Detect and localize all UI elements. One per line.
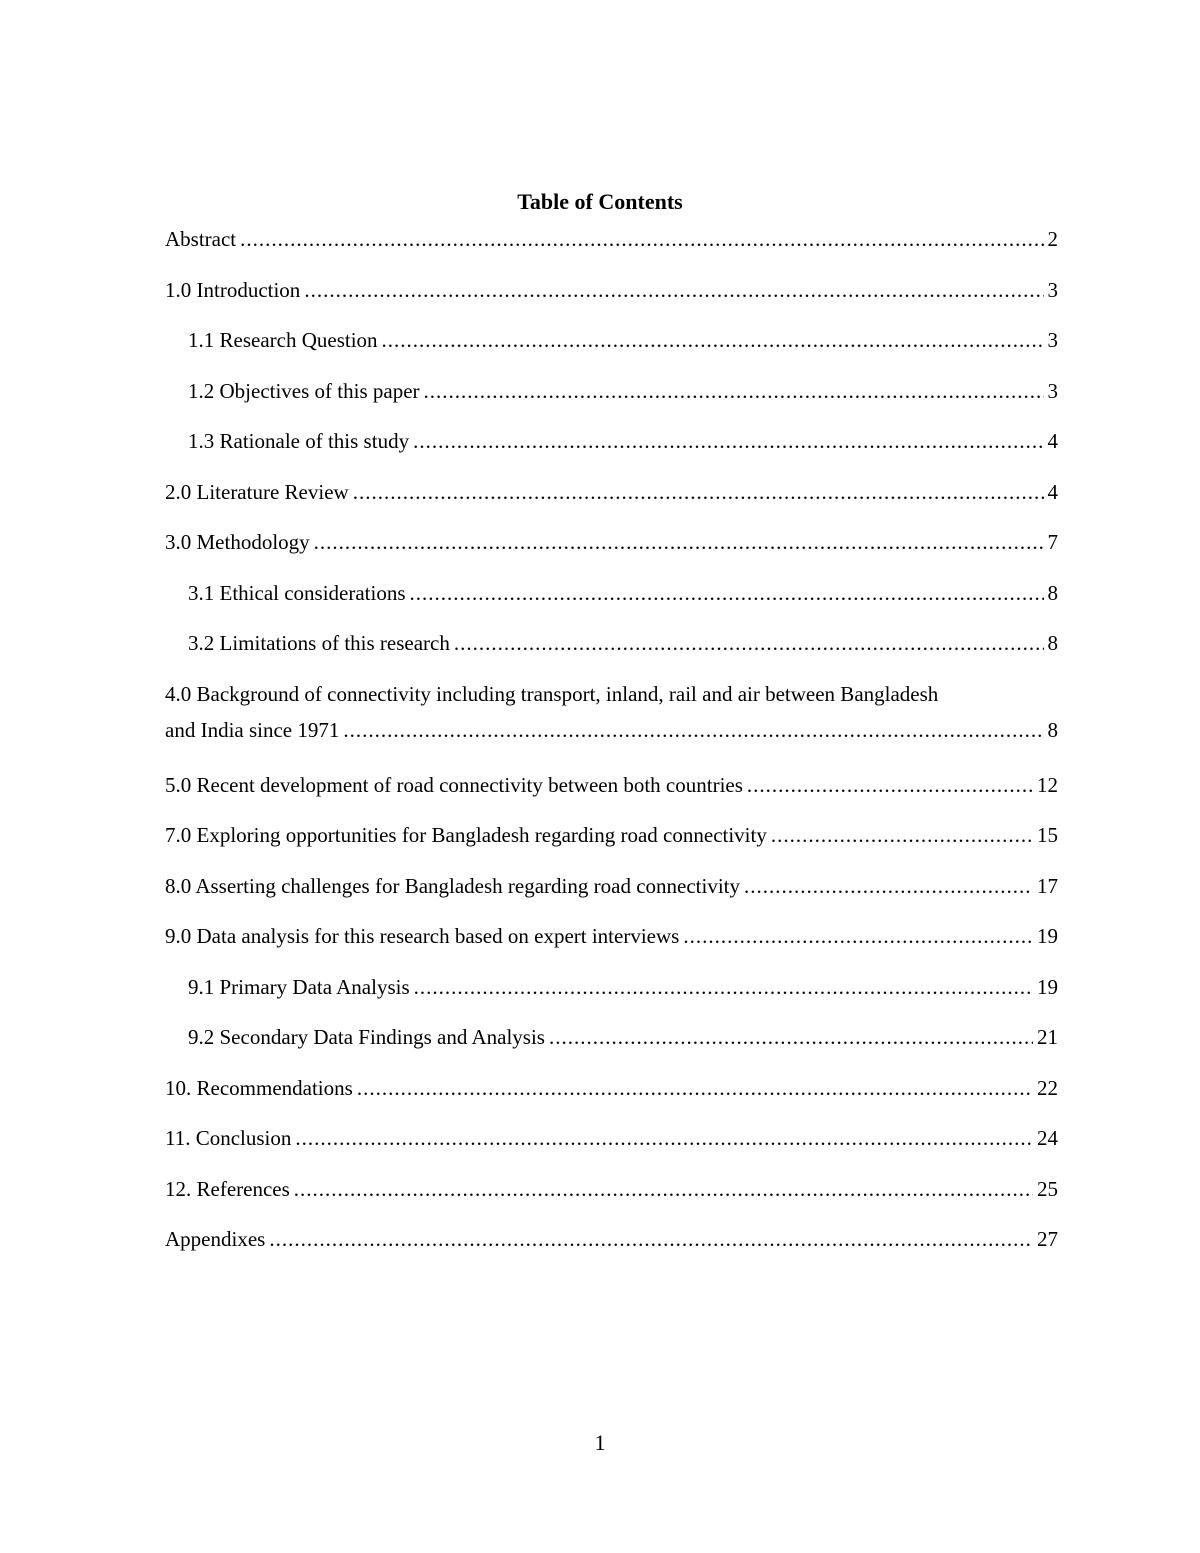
toc-entry-label: 12. References — [165, 1176, 290, 1201]
toc-entry-label: Appendixes — [165, 1227, 266, 1251]
toc-entry-literature-review[interactable] — [165, 472, 1058, 523]
toc-entry-challenges[interactable] — [165, 866, 1058, 917]
toc-entry-page: 24 — [1037, 1126, 1058, 1150]
toc-leader-dots — [304, 270, 1043, 311]
toc-entry-page: 3 — [1047, 277, 1058, 302]
toc-leader-dots — [294, 1169, 1033, 1210]
toc-entry-page: 21 — [1037, 1025, 1058, 1049]
toc-leader-dots — [343, 715, 1043, 746]
toc-entry-background[interactable] — [165, 674, 1058, 765]
toc-entry-methodology[interactable] — [165, 522, 1058, 573]
toc-entry-label-line2: and India since 1971 — [165, 717, 340, 742]
toc-entry-label: 1.0 Introduction — [165, 277, 301, 302]
toc-leader-dots — [424, 371, 1044, 412]
page-number: 1 — [594, 1430, 606, 1455]
toc-entry-recent-development[interactable] — [165, 765, 1058, 816]
toc-entry-page: 8 — [1047, 631, 1058, 655]
toc-leader-dots — [747, 765, 1033, 806]
toc-entry-page: 7 — [1047, 530, 1058, 554]
toc-leader-dots — [744, 866, 1033, 907]
toc-entry-page: 22 — [1037, 1075, 1058, 1100]
toc-entry-label: 10. Recommendations — [165, 1075, 353, 1100]
toc-entry-label: 2.0 Literature Review — [165, 479, 349, 504]
toc-entry-primary-data[interactable] — [165, 967, 1058, 1018]
toc-entry-page: 4 — [1047, 479, 1058, 504]
toc-list — [165, 219, 1058, 1270]
toc-title: Table of Contents — [517, 189, 683, 214]
toc-leader-dots — [549, 1017, 1033, 1058]
toc-leader-dots — [410, 573, 1044, 614]
toc-leader-dots — [454, 623, 1044, 664]
toc-entry-opportunities[interactable] — [165, 815, 1058, 866]
toc-entry-introduction[interactable] — [165, 270, 1058, 321]
toc-leader-dots — [357, 1068, 1033, 1109]
toc-entry-page: 19 — [1037, 924, 1058, 948]
toc-entry-recommendations[interactable] — [165, 1068, 1058, 1119]
toc-entry-label: 1.3 Rationale of this study — [188, 429, 410, 453]
toc-entry-page: 25 — [1037, 1176, 1058, 1201]
toc-entry-label: 9.1 Primary Data Analysis — [188, 974, 410, 999]
toc-leader-dots — [240, 219, 1043, 260]
toc-leader-dots — [269, 1219, 1033, 1260]
toc-entry-label: 5.0 Recent development of road connectivity between both countries — [165, 772, 743, 797]
toc-entry-label: 11. Conclusion — [165, 1126, 292, 1150]
toc-entry-page: 8 — [1047, 717, 1058, 742]
toc-entry-abstract[interactable] — [165, 219, 1058, 270]
toc-leader-dots — [382, 320, 1044, 361]
toc-entry-page: 12 — [1037, 772, 1058, 797]
toc-leader-dots — [314, 522, 1044, 563]
toc-entry-page: 4 — [1047, 429, 1058, 453]
toc-entry-page: 15 — [1037, 823, 1058, 847]
toc-entry-label: 3.0 Methodology — [165, 530, 310, 554]
toc-entry-ethical-considerations[interactable] — [165, 573, 1058, 624]
toc-entry-label: 1.1 Research Question — [188, 328, 378, 352]
toc-leader-dots — [295, 1118, 1033, 1159]
toc-entry-appendixes[interactable] — [165, 1219, 1058, 1270]
toc-entry-label: 7.0 Exploring opportunities for Bangladesh regarding road connectivity — [165, 823, 767, 847]
toc-entry-label: 3.1 Ethical considerations — [188, 580, 406, 605]
toc-entry-label: 9.0 Data analysis for this research based on expert interviews — [165, 924, 680, 948]
toc-leader-dots — [414, 967, 1033, 1008]
toc-entry-data-analysis[interactable] — [165, 916, 1058, 967]
toc-entry-secondary-data[interactable] — [165, 1017, 1058, 1068]
toc-entry-page: 27 — [1037, 1227, 1058, 1251]
toc-entry-references[interactable] — [165, 1169, 1058, 1220]
toc-entry-page: 17 — [1037, 873, 1058, 898]
toc-entry-limitations[interactable] — [165, 623, 1058, 674]
toc-leader-dots — [353, 472, 1044, 513]
toc-entry-research-question[interactable] — [165, 320, 1058, 371]
toc-entry-page: 3 — [1047, 378, 1058, 403]
toc-entry-page: 19 — [1037, 974, 1058, 999]
toc-leader-dots — [413, 421, 1043, 462]
toc-entry-objectives[interactable] — [165, 371, 1058, 422]
toc-leader-dots — [683, 916, 1033, 957]
toc-entry-rationale[interactable] — [165, 421, 1058, 472]
toc-entry-page: 2 — [1047, 227, 1058, 251]
toc-entry-label: 8.0 Asserting challenges for Bangladesh regarding road connectivity — [165, 873, 740, 898]
toc-entry-label-line1: 4.0 Background of connectivity including transport, inland, rail and air between Bangladesh — [165, 681, 939, 706]
toc-entry-page: 3 — [1047, 328, 1058, 352]
toc-entry-page: 8 — [1047, 580, 1058, 605]
toc-entry-label: 1.2 Objectives of this paper — [188, 378, 420, 403]
toc-entry-label: 3.2 Limitations of this research — [188, 631, 450, 655]
toc-entry-label: Abstract — [165, 227, 237, 251]
toc-entry-label: 9.2 Secondary Data Findings and Analysis — [188, 1025, 545, 1049]
toc-leader-dots — [771, 815, 1033, 856]
toc-entry-conclusion[interactable] — [165, 1118, 1058, 1169]
